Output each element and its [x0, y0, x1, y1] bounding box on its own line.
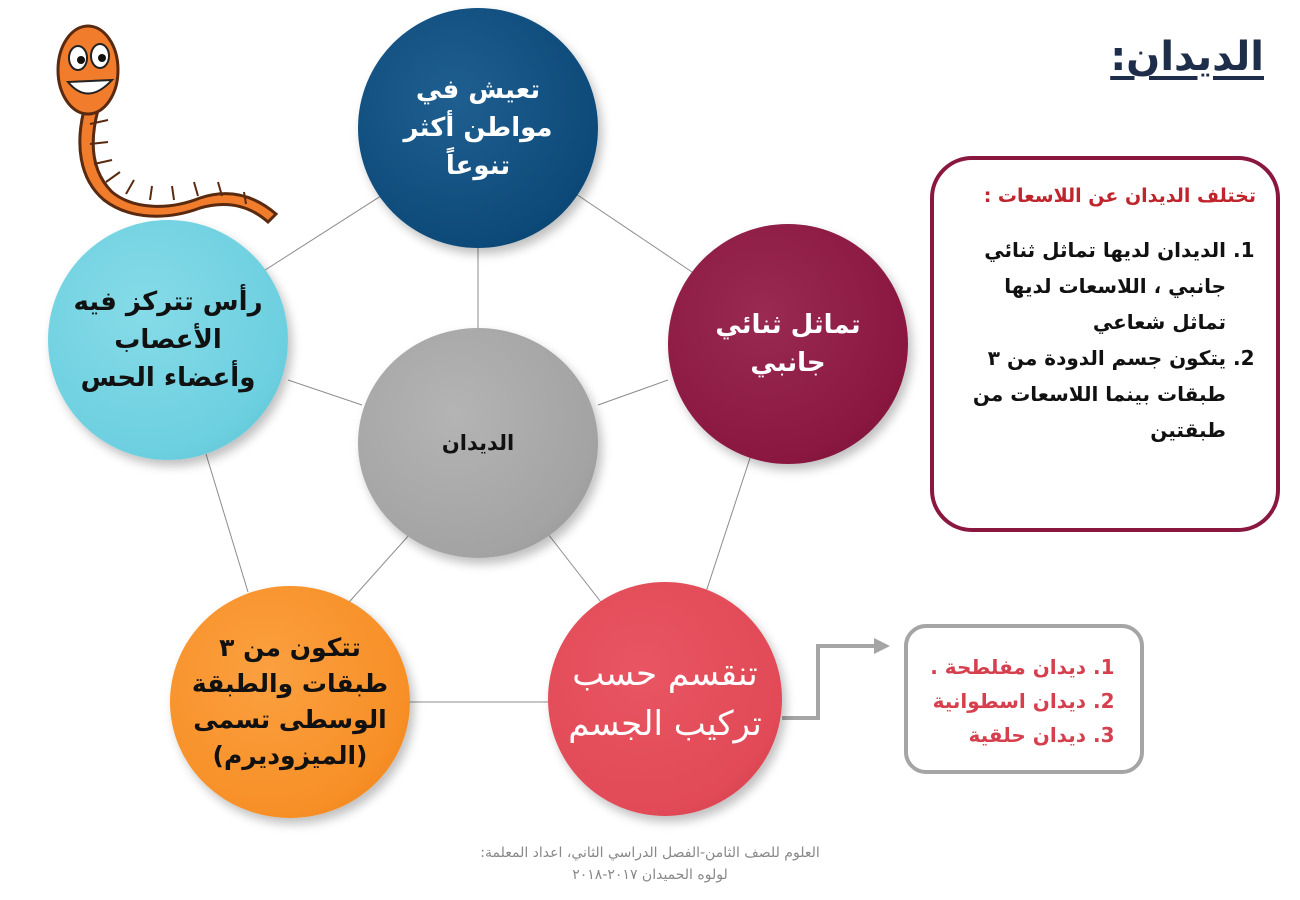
list-item: 3. ديدان حلقية [918, 718, 1086, 752]
footer-line-2: لولوه الحميدان ٢٠١٧-٢٠١٨ [572, 867, 728, 883]
node-head [48, 220, 288, 460]
differences-heading: تختلف الديدان عن اللاسعات : [983, 185, 1256, 207]
differences-box [930, 156, 1280, 532]
worm-types-box [904, 624, 1144, 774]
differences-list [954, 232, 1256, 448]
node-symmetry-label: تماثل ثنائي جانبي [715, 310, 861, 378]
node-layers [170, 586, 410, 818]
node-habitat [358, 8, 598, 248]
node-symmetry [668, 224, 908, 464]
list-item: 2. يتكون جسم الدودة من ٣ طبقات بينما اللاسعات من طبقتين [954, 340, 1226, 448]
node-layers-label: تتكون من ٣ طبقات والطبقة الوسطى تسمى (الميزوديرم) [191, 633, 389, 770]
worm-types-list [918, 650, 1110, 752]
worm-icon [50, 20, 290, 225]
arrow-icon [782, 638, 890, 718]
list-item: 1. ديدان مفلطحة . [918, 650, 1086, 684]
node-head-label: رأس تتركز فيه الأعصاب وأعضاء الحس [73, 287, 263, 393]
footer-line-1: العلوم للصف الثامن-الفصل الدراسي الثاني، اعداد المعلمة: [480, 845, 820, 861]
node-center-label: الديدان [441, 431, 515, 455]
node-habitat-label: تعيش في مواطن أكثر تنوعاً [403, 75, 553, 181]
list-item: 2. ديدان اسطوانية [918, 684, 1086, 718]
list-item: 1. الديدان لديها تماثل ثنائي جانبي ، اللاسعات لديها تماثل شعاعي [954, 232, 1226, 340]
page-title: الديدان: [1110, 34, 1264, 80]
footer-credit [340, 842, 960, 886]
node-classification [548, 582, 782, 816]
node-center-worms [358, 328, 598, 558]
node-classification-label: تنقسم حسب تركيب الجسم [568, 654, 762, 744]
